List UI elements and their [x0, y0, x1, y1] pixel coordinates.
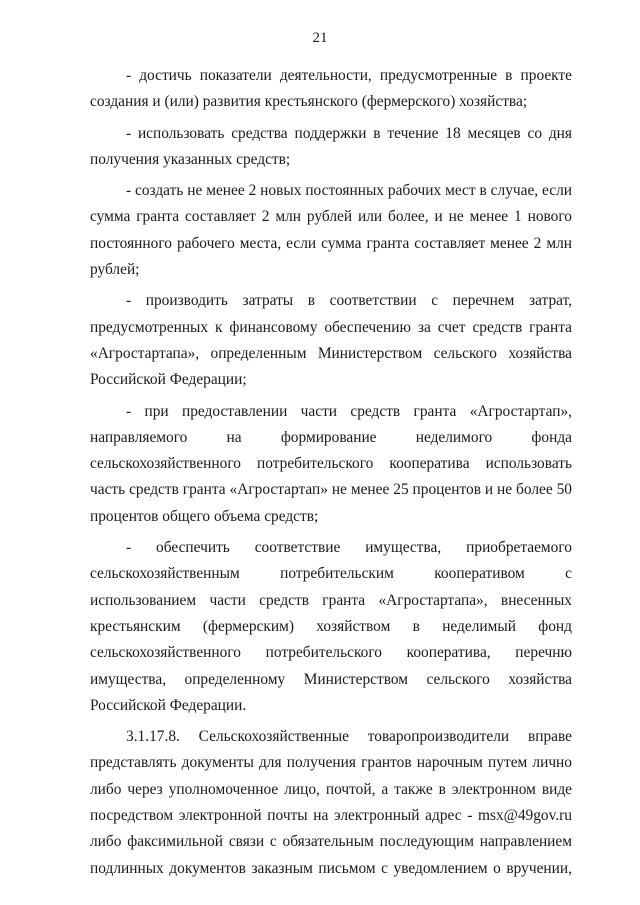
paragraph-document-submission: 3.1.17.8. Сельскохозяйственные товаропроизводители вправе представлять документы для получения грантов нарочным путем лично либо через уполномоченное лицо, почтой, а также в электронном виде посредством электронной почты на электронный адрес - msx@49gov.ru либо факсимильной связи с обязательным последующим направлением подлинных документов заказным письмом с уведомлением о вручении, — [90, 728, 572, 877]
document-body — [90, 63, 572, 882]
paragraph-expenses: - производить затраты в соответствии с перечнем затрат, предусмотренных к финансовому обеспечению за счет средств гранта «Агростартапа», определенным Министерством сельского хозяйства Российской Федерации; — [90, 292, 572, 389]
paragraph-achieve-indicators: - достичь показатели деятельности, предусмотренные в проекте создания и (или) развития крестьянского (фермерского) хозяйства; — [90, 67, 572, 111]
paragraph-property-compliance: - обеспечить соответствие имущества, приобретаемого сельскохозяйственным потребительским кооперативом с использованием части средств гранта «Агростартапа», внесенных крестьянским (фермерским) хозяйством в неделимый фонд сельскохозяйственного потребительского кооператива, перечню имущества, определенному Министерством сельского хозяйства Российской Федерации. — [90, 539, 572, 714]
paragraph-indivisible-fund: - при предоставлении части средств гранта «Агростартап», направляемого на формирование неделимого фонда сельскохозяйственного потребительского кооператива использовать часть средств гранта «Агростартап» не менее 25 процентов и не более 50 процентов общего объема средств; — [90, 402, 572, 525]
paragraph-use-funds: - использовать средства поддержки в течение 18 месяцев со дня получения указанных средств; — [90, 124, 572, 168]
page-number: 21 — [312, 30, 328, 46]
paragraph-create-jobs: - создать не менее 2 новых постоянных рабочих мест в случае, если сумма гранта составляет 2 млн рублей или более, и не менее 1 нового постоянного рабочего места, если сумма гранта составляет менее 2 млн рублей; — [90, 182, 572, 279]
